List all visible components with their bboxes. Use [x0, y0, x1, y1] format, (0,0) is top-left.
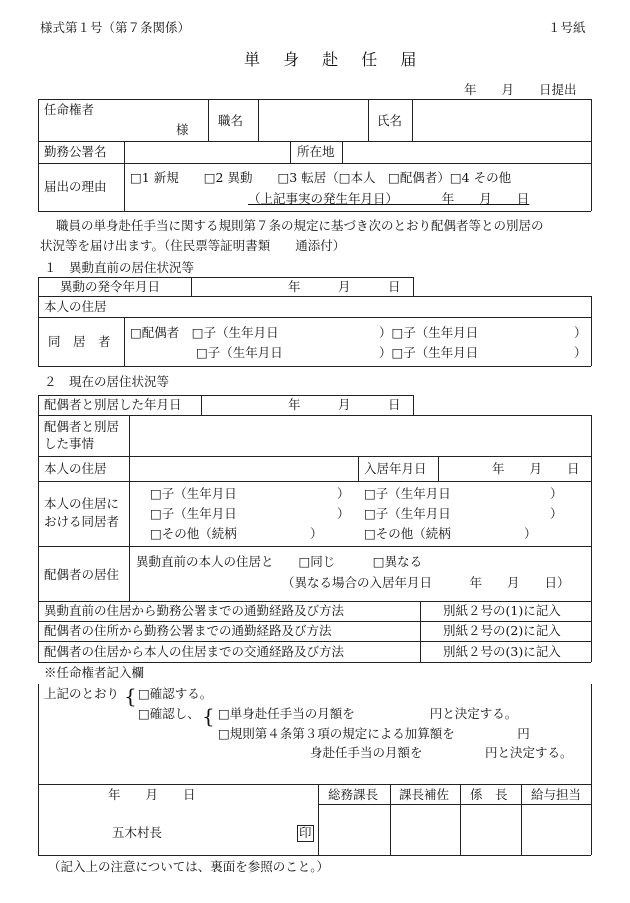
appointer-label: 任命権者 — [44, 102, 95, 117]
seal-mark: 印 — [299, 825, 312, 840]
confirm-option[interactable]: □確認する。 — [138, 686, 213, 701]
s1-cohab-row2a[interactable]: □子（生年月日 — [196, 345, 283, 360]
post-label: 職名 — [218, 113, 244, 128]
brace-2: { — [202, 704, 215, 728]
s1-cohab-row1a[interactable]: □配偶者 □子（生年月日 — [130, 325, 279, 340]
s2-paren-4: ） — [550, 506, 563, 521]
page-title: 単 身 赴 任 届 — [244, 50, 426, 69]
as-above-label: 上記のとおり — [44, 686, 120, 701]
s2-own-address-label: 本人の住居 — [44, 461, 107, 476]
section1-heading: １ 異動直前の居住状況等 — [44, 260, 195, 275]
route-label-1: 異動直前の住居から勤務公署までの通勤経路及び方法 — [44, 603, 345, 618]
reason-note: （上記事実の発生年月日） 年 月 日 — [248, 191, 530, 206]
submission-date[interactable]: 年 月 日提出 — [464, 82, 577, 97]
decide-option-2[interactable]: □規則第４条第３項の規定による加算額を 円 — [218, 726, 530, 741]
route-ref-2: 別紙２号の(2)に記入 — [443, 623, 561, 638]
name-label: 氏名 — [377, 113, 403, 128]
reason-options[interactable]: □1 新規 □2 異動 □3 転居（□本人 □配偶者）□4 その他 — [130, 170, 512, 185]
separation-reason-label-1: 配偶者と別居 — [44, 419, 120, 434]
intro-line-1: 職員の単身赴任手当に関する規則第７条の規定に基づき次のとおり配偶者等との別居の — [56, 218, 544, 233]
s2-paren-2: ） — [550, 486, 563, 501]
s1-cohab-row2b[interactable]: ）□子（生年月日 — [379, 345, 479, 360]
spouse-residence-line-1[interactable]: 異動直前の本人の住居と □同じ □異なる — [136, 554, 423, 569]
s2-paren-6: ） — [524, 526, 537, 541]
section2-heading: ２ 現在の居住状況等 — [44, 374, 170, 389]
footer-note: （記入上の注意については、裏面を参照のこと。） — [48, 859, 330, 874]
s2-cohab-label-2: おける同居者 — [44, 514, 120, 529]
spouse-residence-line-2[interactable]: （異なる場合の入居年月日 年 月 日） — [282, 575, 570, 590]
s2-child-1[interactable]: □子（生年月日 — [150, 486, 237, 501]
s2-cohab-label-1: 本人の住居に — [44, 496, 120, 511]
order-date-value[interactable]: 年 月 日 — [288, 279, 401, 294]
s1-paren-2: ） — [574, 345, 587, 360]
move-in-value[interactable]: 年 月 日 — [492, 461, 580, 476]
intro-line-2: 状況等を届け出ます。（住民票等証明書類 通添付） — [40, 238, 346, 253]
separation-date-value[interactable]: 年 月 日 — [288, 397, 401, 412]
s2-paren-1: ） — [337, 486, 350, 501]
route-ref-1: 別紙２号の(1)に記入 — [443, 603, 561, 618]
order-date-label: 異動の発令年月日 — [60, 279, 161, 294]
form-number: 様式第１号（第７条関係） — [40, 20, 191, 35]
route-label-2: 配偶者の住所から勤務公署までの通勤経路及び方法 — [44, 623, 332, 638]
approver-hosa: 課長補佐 — [399, 787, 450, 802]
decision-date[interactable]: 年 月 日 — [108, 787, 196, 802]
appointer-section-heading: ※任命権者記入欄 — [44, 665, 145, 680]
s2-paren-3: ） — [337, 506, 350, 521]
s2-other-1[interactable]: □その他（続柄 — [150, 526, 237, 541]
s2-other-2[interactable]: □その他（続柄 — [364, 526, 451, 541]
approver-kyuyo: 給与担当 — [531, 787, 582, 802]
s1-own-address-label: 本人の住居 — [44, 299, 107, 314]
mayor-label: 五木村長 — [112, 825, 163, 840]
spouse-residence-label: 配偶者の居住 — [44, 567, 120, 582]
s2-child-3[interactable]: □子（生年月日 — [150, 506, 237, 521]
sheet-number: １号紙 — [548, 20, 586, 35]
sama-label: 様 — [176, 122, 189, 137]
approver-kakaricho: 係 長 — [470, 787, 508, 802]
separation-date-label: 配偶者と別居した年月日 — [44, 397, 182, 412]
s2-paren-5: ） — [310, 526, 323, 541]
office-label: 勤務公署名 — [44, 144, 107, 159]
s1-cohab-row1b[interactable]: ）□子（生年月日 — [379, 325, 479, 340]
location-label: 所在地 — [297, 144, 335, 159]
s1-cohabitant-label: 同 居 者 — [48, 334, 111, 349]
decide-option-1[interactable]: □単身赴任手当の月額を 円と決定する。 — [218, 706, 518, 721]
confirm-and-option[interactable]: □確認し、 — [138, 706, 200, 721]
s2-child-2[interactable]: □子（生年月日 — [364, 486, 451, 501]
move-in-label: 入居年月日 — [364, 461, 427, 476]
brace-1: { — [124, 684, 137, 708]
approver-soumu: 総務課長 — [328, 787, 379, 802]
reason-label: 届出の理由 — [44, 179, 107, 194]
decide-option-2b: 身赴任手当の月額を 円と決定する。 — [310, 745, 573, 760]
route-label-3: 配偶者の住居から本人の住居までの交通経路及び方法 — [44, 644, 345, 659]
s2-child-4[interactable]: □子（生年月日 — [364, 506, 451, 521]
route-ref-3: 別紙２号の(3)に記入 — [443, 644, 561, 659]
separation-reason-label-2: した事情 — [44, 436, 95, 451]
s1-paren-1: ） — [574, 325, 587, 340]
